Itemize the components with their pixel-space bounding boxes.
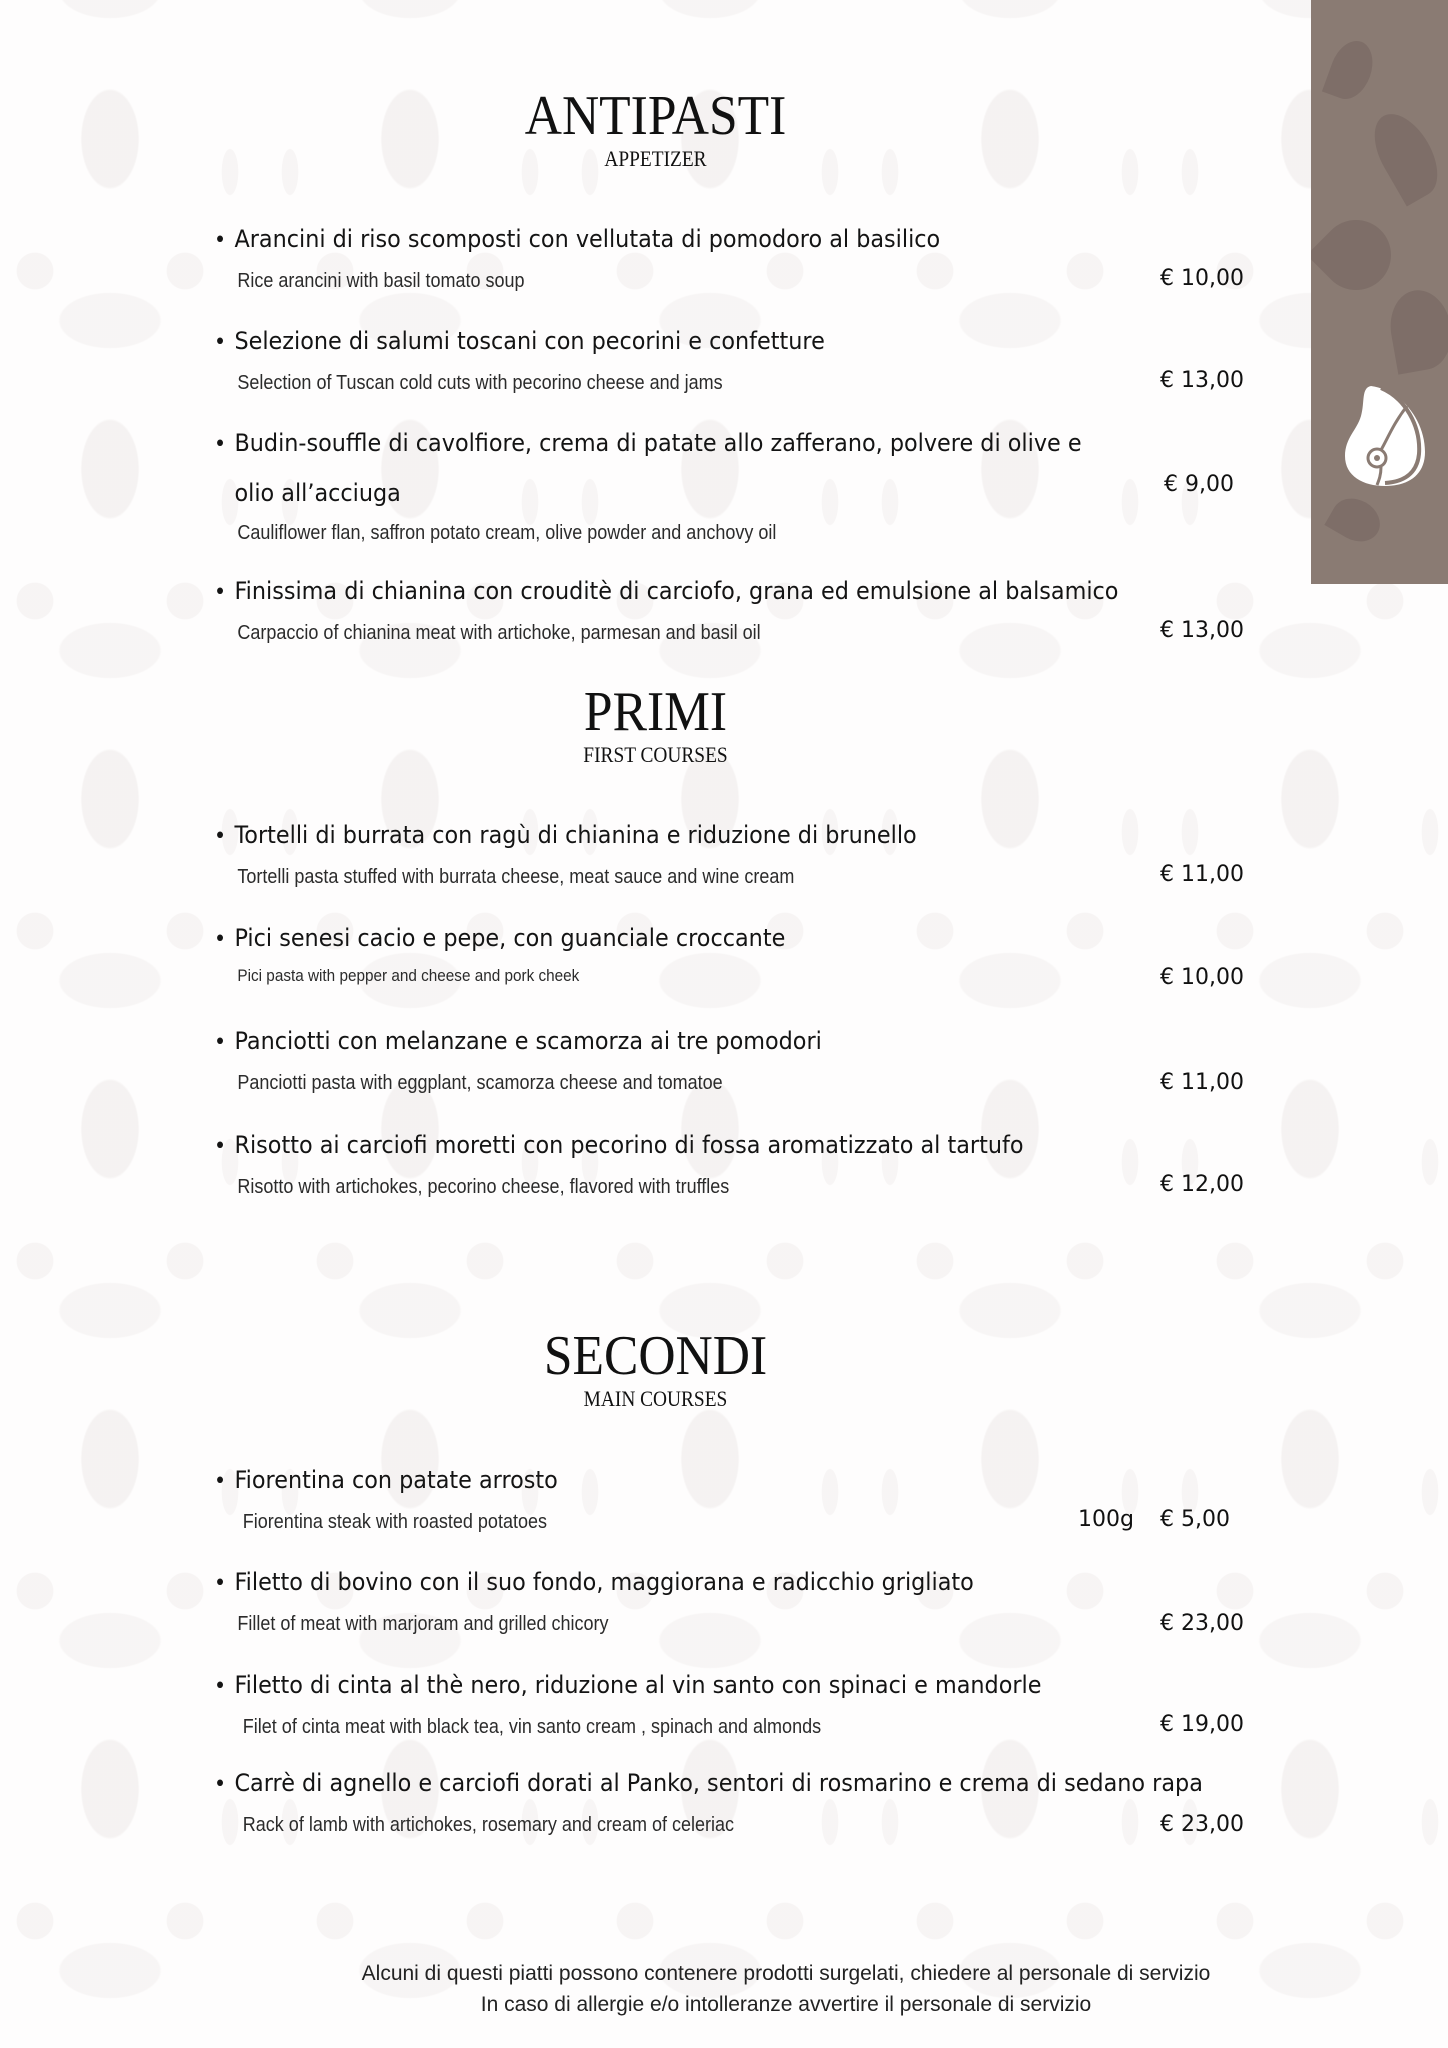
item-price: € 19,00: [1160, 1712, 1244, 1737]
item-name: Fiorentina con patate arrosto: [234, 1466, 558, 1494]
menu-item: [214, 1670, 1284, 1740]
bullet-icon: •: [214, 927, 227, 952]
item-description: Fillet of meat with marjoram and grilled chicory: [237, 1613, 609, 1635]
section-title: PRIMI: [583, 681, 728, 743]
section-subtitle: MAIN COURSES: [583, 1386, 728, 1411]
item-description: Tortelli pasta stuffed with burrata cheese, meat sauce and wine cream: [237, 866, 795, 888]
item-name: Risotto ai carciofi moretti con pecorino di fossa aromatizzato al tartufo: [234, 1131, 1024, 1159]
item-price: € 11,00: [1160, 1070, 1244, 1095]
item-name-line2: olio all’acciuga: [234, 479, 401, 507]
item-name: Filetto di cinta al thè nero, riduzione al vin santo con spinaci e mandorle: [234, 1671, 1042, 1699]
item-name: Tortelli di burrata con ragù di chianina e riduzione di brunello: [234, 821, 917, 849]
item-description: Risotto with artichokes, pecorino cheese, flavored with truffles: [237, 1176, 730, 1198]
item-description: Rack of lamb with artichokes, rosemary and cream of celeriac: [242, 1814, 734, 1836]
item-price: € 23,00: [1160, 1812, 1244, 1837]
menu-item: [214, 224, 1284, 294]
item-price: € 12,00: [1160, 1172, 1244, 1197]
damask-leaf-decoration: [1324, 490, 1387, 550]
menu-item: [214, 428, 1284, 546]
item-name: Arancini di riso scomposti con vellutata di pomodoro al basilico: [234, 225, 941, 253]
item-name: Carrè di agnello e carciofi dorati al Panko, sentori di rosmarino e crema di sedano rapa: [234, 1769, 1203, 1797]
bullet-icon: •: [214, 1030, 227, 1055]
item-description: Carpaccio of chianina meat with artichoke, parmesan and basil oil: [237, 622, 761, 644]
bullet-icon: •: [214, 580, 227, 605]
section-title: SECONDI: [543, 1325, 768, 1387]
bullet-icon: •: [214, 228, 227, 253]
item-price: € 9,00: [1164, 472, 1234, 497]
item-name: Filetto di bovino con il suo fondo, maggiorana e radicchio grigliato: [234, 1568, 974, 1596]
section-header-primi: [0, 682, 1311, 768]
item-name: Pici senesi cacio e pepe, con guanciale croccante: [234, 924, 786, 952]
item-price: € 13,00: [1160, 618, 1244, 643]
bullet-icon: •: [214, 1571, 227, 1596]
section-subtitle: APPETIZER: [604, 146, 707, 171]
menu-item: [214, 1026, 1284, 1096]
menu-item: [214, 1465, 1284, 1535]
section-header-antipasti: [0, 86, 1311, 172]
menu-item: [214, 1768, 1284, 1838]
damask-leaf-decoration: [1362, 104, 1448, 207]
footer-line-frozen: Alcuni di questi piatti possono contenere prodotti surgelati, chiedere al personale di servizio: [361, 1962, 1211, 1985]
item-description: Selection of Tuscan cold cuts with pecorino cheese and jams: [237, 372, 723, 394]
menu-item: [214, 820, 1284, 890]
ham-leg-icon: [1341, 380, 1429, 490]
damask-leaf-decoration: [1322, 35, 1380, 105]
item-price: € 10,00: [1160, 266, 1244, 291]
item-weight: 100g: [1078, 1507, 1134, 1532]
menu-item: [214, 326, 1284, 396]
item-name: Finissima di chianina con crouditè di carciofo, grana ed emulsione al balsamico: [234, 577, 1119, 605]
category-side-band: [1311, 0, 1448, 584]
bullet-icon: •: [214, 432, 227, 457]
item-description: Pici pasta with pepper and cheese and pork cheek: [237, 966, 580, 985]
section-title: ANTIPASTI: [524, 85, 787, 147]
bullet-icon: •: [214, 824, 227, 849]
menu-item: [214, 1130, 1284, 1200]
item-price: € 11,00: [1160, 862, 1244, 887]
item-name: Panciotti con melanzane e scamorza ai tre pomodori: [234, 1027, 822, 1055]
item-description: Panciotti pasta with eggplant, scamorza cheese and tomatoe: [237, 1072, 723, 1094]
item-description: Filet of cinta meat with black tea, vin santo cream , spinach and almonds: [242, 1716, 822, 1738]
item-description: Rice arancini with basil tomato soup: [237, 270, 525, 292]
menu-item: [214, 576, 1284, 646]
bullet-icon: •: [214, 330, 227, 355]
menu-item: [214, 1567, 1284, 1637]
section-header-secondi: [0, 1326, 1311, 1412]
item-description: Cauliflower flan, saffron potato cream, olive powder and anchovy oil: [237, 522, 777, 544]
bullet-icon: •: [214, 1134, 227, 1159]
item-description: Fiorentina steak with roasted potatoes: [242, 1511, 547, 1533]
item-price: € 13,00: [1160, 368, 1244, 393]
bullet-icon: •: [214, 1674, 227, 1699]
allergen-notice: [62, 1958, 1448, 2020]
footer-line-allergies: In caso di allergie e/o intolleranze avvertire il personale di servizio: [480, 1993, 1092, 2016]
damask-leaf-decoration: [1311, 206, 1405, 305]
item-price: € 10,00: [1160, 965, 1244, 990]
item-price: € 5,00: [1160, 1507, 1230, 1532]
bullet-icon: •: [214, 1469, 227, 1494]
item-price: € 23,00: [1160, 1611, 1244, 1636]
item-name: Selezione di salumi toscani con pecorini e confetture: [234, 327, 825, 355]
bullet-icon: •: [214, 1772, 227, 1797]
section-subtitle: FIRST COURSES: [583, 742, 728, 767]
menu-item: [214, 923, 1284, 989]
item-name: Budin-souffle di cavolfiore, crema di patate allo zafferano, polvere di olive e: [234, 429, 1082, 457]
damask-leaf-decoration: [1385, 285, 1448, 374]
